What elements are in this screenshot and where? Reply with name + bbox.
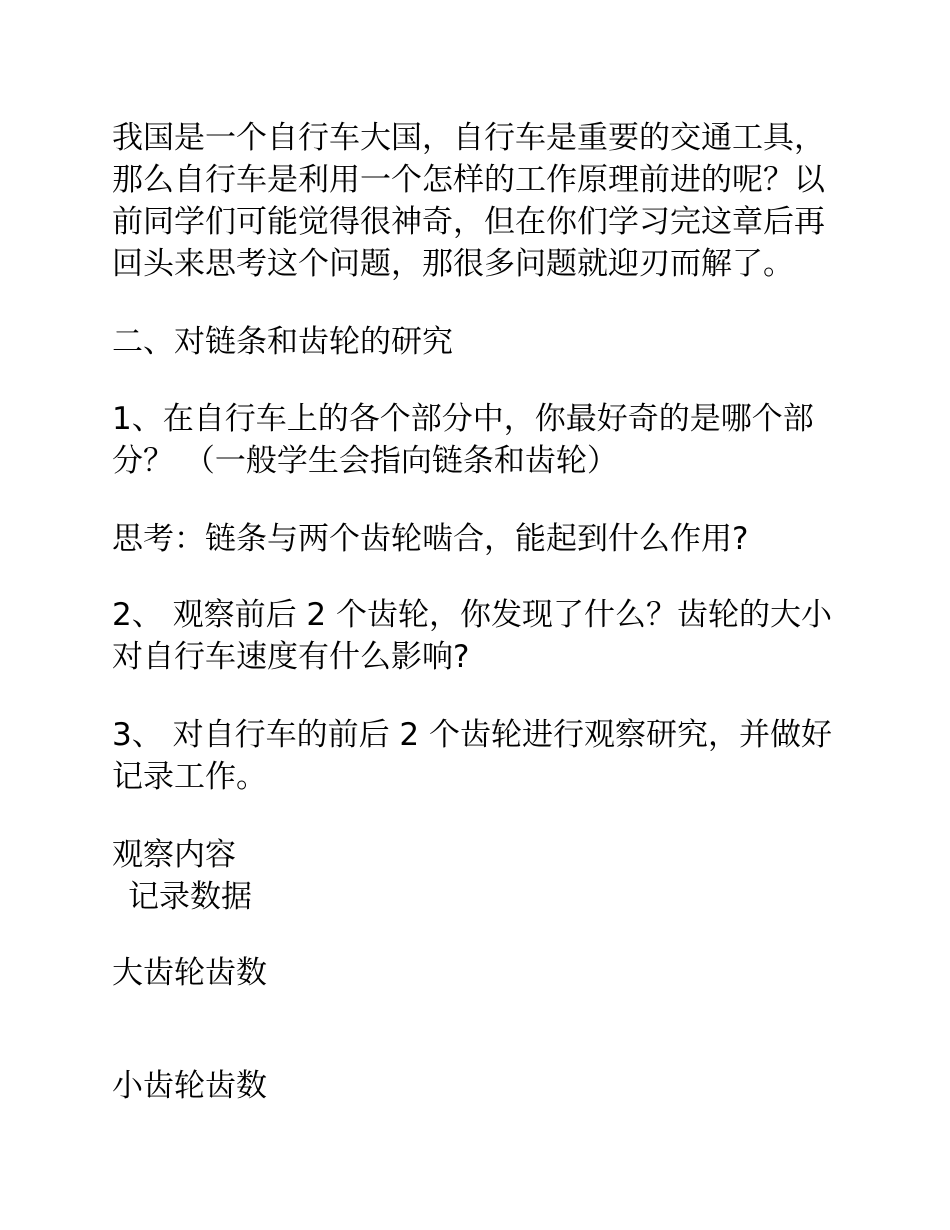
question-1-line: 分？ （一般学生会指向链条和齿轮） (112, 443, 618, 479)
table-row-large-gear: 大齿轮齿数 (112, 955, 267, 991)
question-3-line: 记录工作。 (112, 759, 267, 795)
question-1-line: 1、在自行车上的各个部分中，你最好奇的是哪个部 (112, 401, 814, 437)
table-header-content: 观察内容 (112, 837, 236, 873)
intro-line: 回头来思考这个问题，那很多问题就迎刃而解了。 (112, 246, 794, 282)
question-1 (112, 398, 842, 482)
section-title: 二、对链条和齿轮的研究 (112, 324, 453, 360)
question-2 (112, 594, 842, 678)
think-prompt: 思考：链条与两个齿轮啮合，能起到什么作用? (112, 521, 749, 557)
question-2-line: 2、 观察前后 2 个齿轮，你发现了什么？齿轮的大小 (112, 597, 833, 633)
question-3 (112, 714, 842, 798)
intro-line: 那么自行车是利用一个怎样的工作原理前进的呢？以 (112, 162, 825, 198)
intro-paragraph (112, 117, 842, 285)
intro-line: 我国是一个自行车大国，自行车是重要的交通工具， (112, 120, 825, 156)
intro-line: 前同学们可能觉得很神奇，但在你们学习完这章后再 (112, 204, 825, 240)
table-header (112, 834, 842, 918)
table-row-small-gear: 小齿轮齿数 (112, 1068, 267, 1104)
table-header-data: 记录数据 (128, 879, 252, 915)
question-3-line: 3、 对自行车的前后 2 个齿轮进行观察研究，并做好 (112, 717, 833, 753)
question-2-line: 对自行车速度有什么影响? (112, 639, 470, 675)
